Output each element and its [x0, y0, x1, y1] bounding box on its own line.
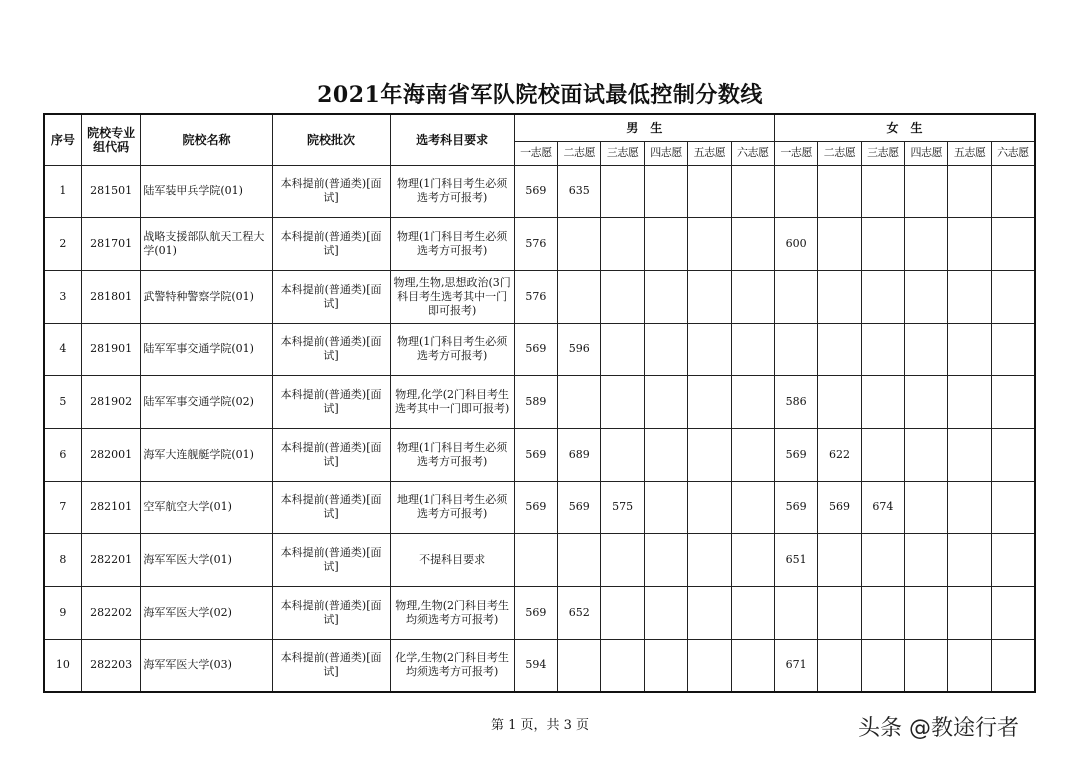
female-choice-1: 一志愿 [774, 141, 817, 165]
female-score-choice-6 [991, 587, 1035, 640]
female-score-choice-4 [905, 323, 948, 376]
row-subject-requirement: 物理,生物,思想政治(3门科目考生选考其中一门即可报考) [390, 270, 514, 323]
table-row [44, 639, 1035, 692]
male-score-choice-5 [688, 534, 731, 587]
row-batch: 本科提前(普通类)[面试] [272, 270, 390, 323]
table-row [44, 481, 1035, 534]
female-score-choice-4 [905, 218, 948, 271]
female-score-choice-1 [774, 587, 817, 640]
row-code: 281902 [81, 376, 141, 429]
male-score-choice-4 [644, 218, 687, 271]
female-score-choice-1: 651 [774, 534, 817, 587]
male-score-choice-3 [601, 270, 644, 323]
male-score-choice-6 [731, 165, 774, 218]
female-score-choice-4 [905, 639, 948, 692]
female-score-choice-4 [905, 165, 948, 218]
row-school-name: 海军军医大学(03) [141, 639, 272, 692]
male-score-choice-1: 576 [514, 270, 557, 323]
male-score-choice-5 [688, 481, 731, 534]
male-score-choice-2: 635 [558, 165, 601, 218]
female-score-choice-1: 671 [774, 639, 817, 692]
row-code: 282202 [81, 587, 141, 640]
row-code: 282203 [81, 639, 141, 692]
table-row [44, 534, 1035, 587]
female-choice-2: 二志愿 [818, 141, 861, 165]
female-score-choice-6 [991, 428, 1035, 481]
table-row [44, 165, 1035, 218]
female-score-choice-2: 622 [818, 428, 861, 481]
female-score-choice-5 [948, 376, 991, 429]
female-score-choice-1: 569 [774, 428, 817, 481]
female-score-choice-6 [991, 165, 1035, 218]
row-seq: 9 [44, 587, 81, 640]
male-score-choice-6 [731, 587, 774, 640]
male-score-choice-2: 689 [558, 428, 601, 481]
row-school-name: 海军军医大学(02) [141, 587, 272, 640]
female-score-choice-3 [861, 428, 904, 481]
male-score-choice-5 [688, 587, 731, 640]
row-seq: 7 [44, 481, 81, 534]
header-code: 院校专业组代码 [81, 114, 141, 165]
female-score-choice-6 [991, 218, 1035, 271]
row-school-name: 空军航空大学(01) [141, 481, 272, 534]
male-score-choice-1: 594 [514, 639, 557, 692]
row-subject-requirement: 物理(1门科目考生必须选考方可报考) [390, 165, 514, 218]
row-school-name: 陆军装甲兵学院(01) [141, 165, 272, 218]
row-subject-requirement: 物理(1门科目考生必须选考方可报考) [390, 218, 514, 271]
male-score-choice-5 [688, 218, 731, 271]
score-table [43, 113, 1036, 693]
row-batch: 本科提前(普通类)[面试] [272, 587, 390, 640]
row-batch: 本科提前(普通类)[面试] [272, 428, 390, 481]
female-score-choice-3 [861, 218, 904, 271]
row-code: 282201 [81, 534, 141, 587]
female-score-choice-5 [948, 270, 991, 323]
female-choice-4: 四志愿 [905, 141, 948, 165]
male-score-choice-1: 569 [514, 165, 557, 218]
male-score-choice-3 [601, 534, 644, 587]
female-score-choice-2: 569 [818, 481, 861, 534]
male-choice-3: 三志愿 [601, 141, 644, 165]
female-score-choice-4 [905, 587, 948, 640]
female-score-choice-2 [818, 639, 861, 692]
female-score-choice-1: 569 [774, 481, 817, 534]
header-female: 女 生 [774, 114, 1035, 141]
header-seq: 序号 [44, 114, 81, 165]
female-score-choice-5 [948, 481, 991, 534]
row-subject-requirement: 物理,化学(2门科目考生选考其中一门即可报考) [390, 376, 514, 429]
male-score-choice-4 [644, 639, 687, 692]
male-score-choice-6 [731, 428, 774, 481]
row-seq: 2 [44, 218, 81, 271]
female-score-choice-3 [861, 270, 904, 323]
male-score-choice-4 [644, 165, 687, 218]
male-score-choice-5 [688, 165, 731, 218]
male-score-choice-4 [644, 587, 687, 640]
female-score-choice-1 [774, 165, 817, 218]
row-subject-requirement: 物理,生物(2门科目考生均须选考方可报考) [390, 587, 514, 640]
row-seq: 5 [44, 376, 81, 429]
row-batch: 本科提前(普通类)[面试] [272, 639, 390, 692]
female-score-choice-3: 674 [861, 481, 904, 534]
male-score-choice-2: 596 [558, 323, 601, 376]
male-score-choice-3 [601, 639, 644, 692]
table-row [44, 587, 1035, 640]
male-score-choice-5 [688, 270, 731, 323]
male-score-choice-6 [731, 270, 774, 323]
row-school-name: 海军大连舰艇学院(01) [141, 428, 272, 481]
row-code: 281501 [81, 165, 141, 218]
male-score-choice-3 [601, 165, 644, 218]
female-score-choice-2 [818, 323, 861, 376]
male-score-choice-2: 652 [558, 587, 601, 640]
row-seq: 4 [44, 323, 81, 376]
male-score-choice-1 [514, 534, 557, 587]
row-school-name: 陆军军事交通学院(01) [141, 323, 272, 376]
female-choice-6: 六志愿 [991, 141, 1035, 165]
male-score-choice-4 [644, 534, 687, 587]
table-row [44, 218, 1035, 271]
female-score-choice-5 [948, 323, 991, 376]
male-score-choice-4 [644, 428, 687, 481]
male-score-choice-1: 569 [514, 428, 557, 481]
female-score-choice-3 [861, 534, 904, 587]
female-score-choice-5 [948, 218, 991, 271]
table-row [44, 376, 1035, 429]
female-score-choice-3 [861, 165, 904, 218]
row-seq: 1 [44, 165, 81, 218]
male-score-choice-6 [731, 323, 774, 376]
female-score-choice-2 [818, 587, 861, 640]
female-score-choice-5 [948, 428, 991, 481]
female-score-choice-6 [991, 639, 1035, 692]
row-code: 282101 [81, 481, 141, 534]
male-score-choice-5 [688, 639, 731, 692]
male-score-choice-1: 589 [514, 376, 557, 429]
female-score-choice-2 [818, 376, 861, 429]
female-score-choice-4 [905, 534, 948, 587]
row-batch: 本科提前(普通类)[面试] [272, 534, 390, 587]
male-score-choice-2: 569 [558, 481, 601, 534]
table-row [44, 428, 1035, 481]
female-score-choice-1 [774, 270, 817, 323]
male-score-choice-6 [731, 534, 774, 587]
female-score-choice-1: 600 [774, 218, 817, 271]
female-score-choice-1 [774, 323, 817, 376]
page-title: 2021年海南省军队院校面试最低控制分数线 [317, 82, 763, 108]
row-subject-requirement: 物理(1门科目考生必须选考方可报考) [390, 428, 514, 481]
row-school-name: 陆军军事交通学院(02) [141, 376, 272, 429]
row-batch: 本科提前(普通类)[面试] [272, 376, 390, 429]
row-subject-requirement: 物理(1门科目考生必须选考方可报考) [390, 323, 514, 376]
male-score-choice-3 [601, 587, 644, 640]
male-score-choice-6 [731, 481, 774, 534]
header-batch: 院校批次 [272, 114, 390, 165]
male-score-choice-2 [558, 639, 601, 692]
female-choice-3: 三志愿 [861, 141, 904, 165]
male-score-choice-2 [558, 270, 601, 323]
page-footer: 第 1 页，共 3 页 [490, 718, 590, 733]
female-score-choice-6 [991, 534, 1035, 587]
female-score-choice-4 [905, 376, 948, 429]
female-score-choice-2 [818, 270, 861, 323]
row-subject-requirement: 地理(1门科目考生必须选考方可报考) [390, 481, 514, 534]
male-score-choice-3 [601, 428, 644, 481]
male-choice-1: 一志愿 [514, 141, 557, 165]
row-code: 282001 [81, 428, 141, 481]
female-score-choice-4 [905, 428, 948, 481]
male-score-choice-1: 569 [514, 481, 557, 534]
male-score-choice-3: 575 [601, 481, 644, 534]
male-score-choice-4 [644, 323, 687, 376]
male-score-choice-5 [688, 376, 731, 429]
row-seq: 8 [44, 534, 81, 587]
male-score-choice-5 [688, 428, 731, 481]
female-score-choice-3 [861, 639, 904, 692]
male-score-choice-2 [558, 218, 601, 271]
row-batch: 本科提前(普通类)[面试] [272, 481, 390, 534]
row-batch: 本科提前(普通类)[面试] [272, 165, 390, 218]
row-batch: 本科提前(普通类)[面试] [272, 218, 390, 271]
header-req: 选考科目要求 [390, 114, 514, 165]
table-row [44, 323, 1035, 376]
female-score-choice-5 [948, 587, 991, 640]
male-score-choice-1: 576 [514, 218, 557, 271]
header-male: 男 生 [514, 114, 774, 141]
female-choice-5: 五志愿 [948, 141, 991, 165]
watermark: 头条 @教途行者 [858, 716, 1019, 741]
female-score-choice-5 [948, 639, 991, 692]
female-score-choice-2 [818, 218, 861, 271]
row-school-name: 战略支援部队航天工程大学(01) [141, 218, 272, 271]
female-score-choice-2 [818, 165, 861, 218]
male-score-choice-2 [558, 376, 601, 429]
row-code: 281701 [81, 218, 141, 271]
male-score-choice-1: 569 [514, 587, 557, 640]
row-seq: 3 [44, 270, 81, 323]
male-score-choice-3 [601, 323, 644, 376]
male-score-choice-3 [601, 218, 644, 271]
male-score-choice-2 [558, 534, 601, 587]
male-score-choice-4 [644, 270, 687, 323]
row-subject-requirement: 化学,生物(2门科目考生均须选考方可报考) [390, 639, 514, 692]
female-score-choice-6 [991, 323, 1035, 376]
row-batch: 本科提前(普通类)[面试] [272, 323, 390, 376]
male-choice-4: 四志愿 [644, 141, 687, 165]
male-score-choice-4 [644, 481, 687, 534]
row-school-name: 海军军医大学(01) [141, 534, 272, 587]
row-subject-requirement: 不提科目要求 [390, 534, 514, 587]
female-score-choice-3 [861, 376, 904, 429]
male-score-choice-6 [731, 639, 774, 692]
row-school-name: 武警特种警察学院(01) [141, 270, 272, 323]
female-score-choice-3 [861, 587, 904, 640]
male-choice-2: 二志愿 [558, 141, 601, 165]
female-score-choice-4 [905, 481, 948, 534]
male-score-choice-3 [601, 376, 644, 429]
female-score-choice-5 [948, 534, 991, 587]
header-name: 院校名称 [141, 114, 272, 165]
female-score-choice-6 [991, 376, 1035, 429]
female-score-choice-3 [861, 323, 904, 376]
row-seq: 6 [44, 428, 81, 481]
male-score-choice-6 [731, 376, 774, 429]
row-code: 281901 [81, 323, 141, 376]
row-seq: 10 [44, 639, 81, 692]
row-code: 281801 [81, 270, 141, 323]
female-score-choice-2 [818, 534, 861, 587]
male-score-choice-6 [731, 218, 774, 271]
female-score-choice-6 [991, 481, 1035, 534]
female-score-choice-1: 586 [774, 376, 817, 429]
female-score-choice-5 [948, 165, 991, 218]
male-score-choice-5 [688, 323, 731, 376]
male-choice-5: 五志愿 [688, 141, 731, 165]
female-score-choice-4 [905, 270, 948, 323]
female-score-choice-6 [991, 270, 1035, 323]
male-score-choice-4 [644, 376, 687, 429]
male-choice-6: 六志愿 [731, 141, 774, 165]
table-row [44, 270, 1035, 323]
male-score-choice-1: 569 [514, 323, 557, 376]
